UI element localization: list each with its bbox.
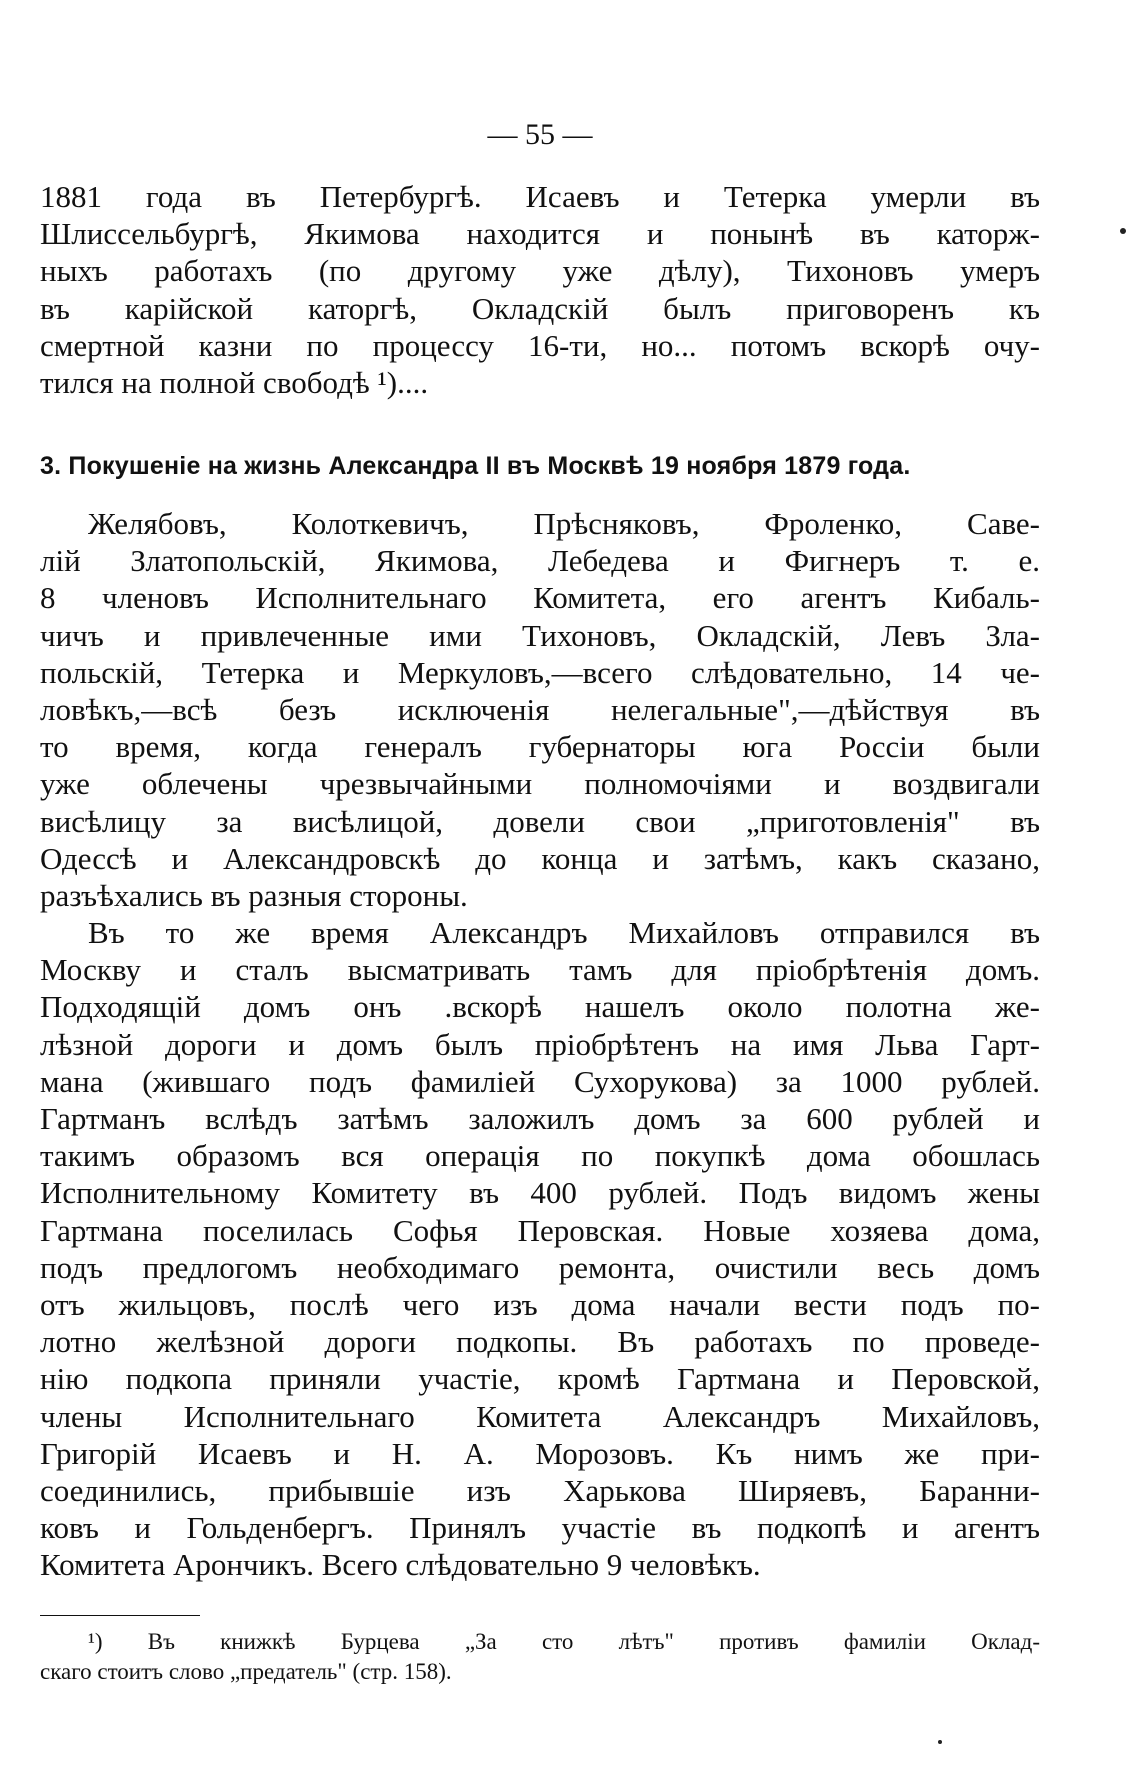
- text-line: подъ предлогомъ необходимаго ремонта, очистили весь домъ: [40, 1249, 1040, 1285]
- text-line: такимъ образомъ вся операція по покупкѣ дома обошлась: [40, 1138, 1040, 1174]
- text-line: нію подкопа приняли участіе, кромѣ Гартмана и Перовской,: [40, 1361, 1040, 1397]
- text-line: Шлиссельбургѣ, Якимова находится и понынѣ въ каторж-: [40, 216, 1040, 252]
- text-line: то время, когда генералъ губернаторы юга Россіи были: [40, 729, 1040, 765]
- text-line: лотно желѣзной дороги подкопы. Въ работахъ по проведе-: [40, 1324, 1040, 1360]
- text-line: уже облечены чрезвычайными полномочіями и воздвигали: [40, 766, 1040, 802]
- text-line: разъѣхались въ разныя стороны.: [40, 878, 468, 914]
- section-heading: 3. Покушеніе на жизнь Александра II въ Москвѣ 19 ноября 1879 года.: [40, 452, 911, 480]
- text-line: Комитета Арончикъ. Всего слѣдовательно 9 человѣкъ.: [40, 1547, 761, 1583]
- paragraph-1: [40, 505, 1040, 914]
- text-line: Желябовъ, Колоткевичъ, Прѣсняковъ, Фроленко, Саве-: [88, 506, 1040, 541]
- print-speck: [1120, 228, 1126, 234]
- text-line: ковъ и Гольденбергъ. Принялъ участіе въ подкопѣ и агентъ: [40, 1510, 1040, 1546]
- text-line: Въ то же время Александръ Михайловъ отправился въ: [88, 915, 1040, 950]
- text-line: въ карійской каторгѣ, Окладскій былъ приговоренъ къ: [40, 290, 1040, 326]
- paragraph-2: [40, 914, 1040, 1584]
- text-line: лѣзной дороги и домъ былъ пріобрѣтенъ на имя Льва Гарт-: [40, 1026, 1040, 1062]
- text-line: Москву и сталъ высматривать тамъ для пріобрѣтенія домъ.: [40, 952, 1040, 988]
- footnote-divider: [40, 1615, 200, 1616]
- text-line: Подходящій домъ онъ .вскорѣ нашелъ около полотна же-: [40, 989, 1040, 1025]
- text-line: Гартмана поселилась Софья Перовская. Новые хозяева дома,: [40, 1212, 1040, 1248]
- text-line: соединились, прибывшіе изъ Харькова Ширяевъ, Баранни-: [40, 1473, 1040, 1509]
- text-line: ныхъ работахъ (по другому уже дѣлу), Тихоновъ умеръ: [40, 253, 1040, 289]
- text-line: члены Исполнительнаго Комитета Александръ Михайловъ,: [40, 1398, 1040, 1434]
- text-line: Григорій Исаевъ и Н. А. Морозовъ. Къ нимъ же при-: [40, 1435, 1040, 1471]
- text-line: ловѣкъ,—всѣ безъ исключенія нелегальные",—дѣйствуя въ: [40, 692, 1040, 728]
- footnote-line: скаго стоитъ слово „предатель" (стр. 158).: [40, 1659, 452, 1684]
- footnote: [40, 1627, 1040, 1687]
- text-line: лій Златопольскій, Якимова, Лебедева и Фигнеръ т. е.: [40, 543, 1040, 579]
- page-number: — 55 —: [487, 118, 593, 151]
- text-line: отъ жильцовъ, послѣ чего изъ дома начали вести подъ по-: [40, 1287, 1040, 1323]
- text-line: Одессѣ и Александровскѣ до конца и затѣмъ, какъ сказано,: [40, 840, 1040, 876]
- text-line: висѣлицу за висѣлицой, довели свои „приготовленія" въ: [40, 803, 1040, 839]
- text-line: 1881 года въ Петербургѣ. Исаевъ и Тетерка умерли въ: [40, 179, 1040, 214]
- text-line: смертной казни по процессу 16-ти, но... потомъ вскорѣ очу-: [40, 327, 1040, 363]
- text-line: 8 членовъ Исполнительнаго Комитета, его агентъ Кибаль-: [40, 580, 1040, 616]
- top-paragraph: [40, 178, 1040, 401]
- text-line: польскій, Тетерка и Меркуловъ,—всего слѣдовательно, 14 че-: [40, 654, 1040, 690]
- text-line: чичъ и привлеченные ими Тихоновъ, Окладскій, Левъ Зла-: [40, 617, 1040, 653]
- text-line: Гартманъ вслѣдъ затѣмъ заложилъ домъ за 600 рублей и: [40, 1101, 1040, 1137]
- footnote-line: ¹) Въ книжкѣ Бурцева „За сто лѣтъ" противъ фамиліи Оклад-: [88, 1629, 1040, 1654]
- text-line: тился на полной свободѣ ¹)....: [40, 365, 429, 401]
- text-line: мана (жившаго подъ фамиліей Сухорукова) за 1000 рублей.: [40, 1063, 1040, 1099]
- print-speck: [938, 1740, 942, 1744]
- text-line: Исполнительному Комитету въ 400 рублей. Подъ видомъ жены: [40, 1175, 1040, 1211]
